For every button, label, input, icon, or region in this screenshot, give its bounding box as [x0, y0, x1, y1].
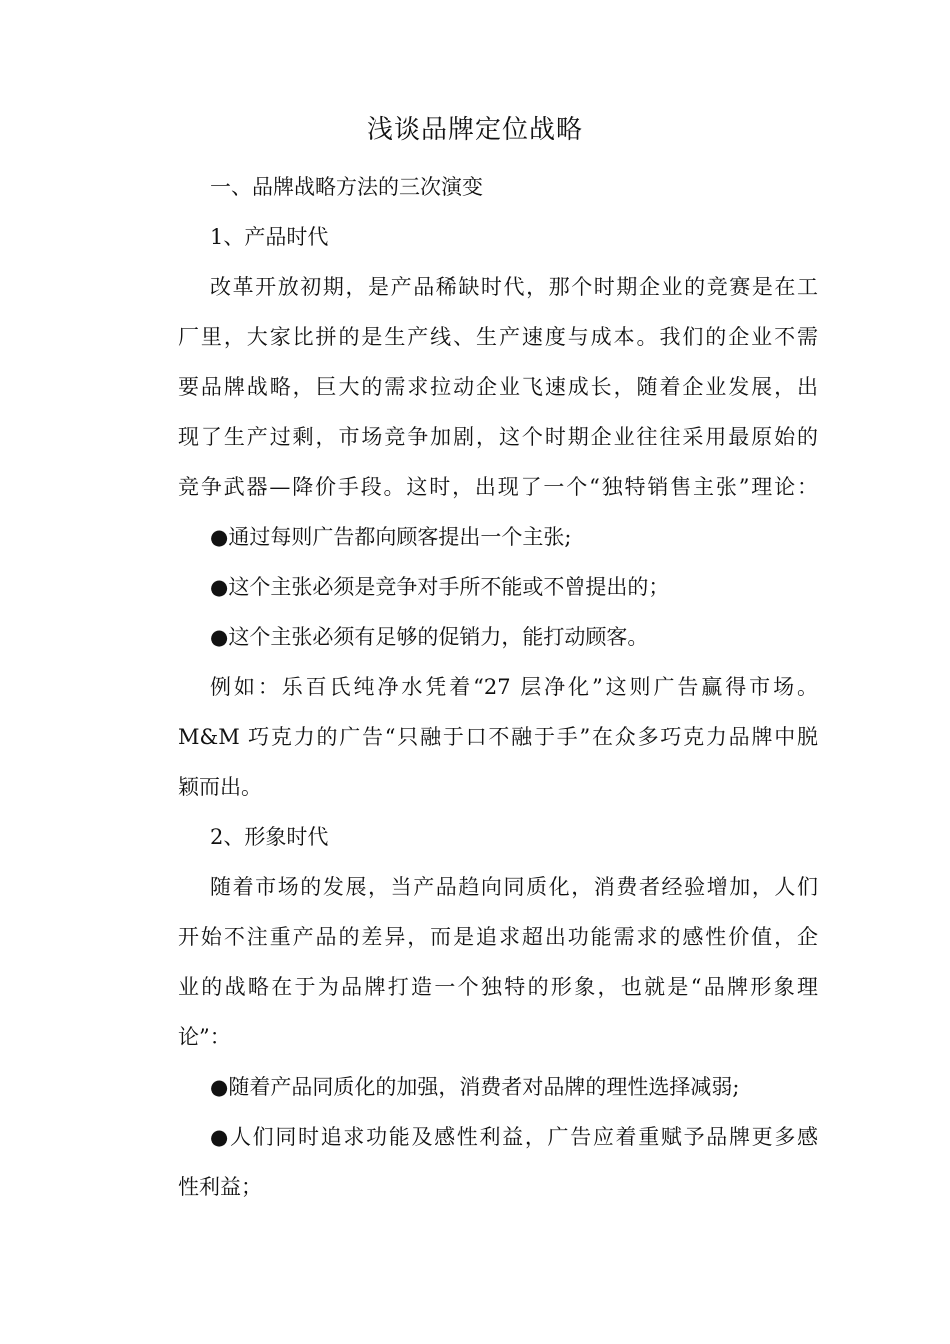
subsection-heading-product-era: 1、产品时代 — [210, 225, 329, 249]
paragraph-line: 开始不注重产品的差异，而是追求超出功能需求的感性价值，企 — [178, 925, 818, 949]
bullet-item: ●这个主张必须有足够的促销力，能打动顾客。 — [210, 625, 649, 649]
bullet-item: ●随着产品同质化的加强，消费者对品牌的理性选择减弱; — [210, 1075, 740, 1099]
subsection-heading-image-era: 2、形象时代 — [210, 825, 329, 849]
paragraph-line: 改革开放初期，是产品稀缺时代，那个时期企业的竞赛是在工 — [210, 275, 818, 299]
bullet-item: ●通过每则广告都向顾客提出一个主张; — [210, 525, 572, 549]
paragraph-line: 随着市场的发展，当产品趋向同质化，消费者经验增加，人们 — [210, 875, 818, 899]
section-heading: 一、品牌战略方法的三次演变 — [210, 175, 483, 199]
paragraph-line: 要品牌战略，巨大的需求拉动企业飞速成长，随着企业发展，出 — [178, 375, 818, 399]
example-line: 颖而出。 — [178, 775, 262, 799]
paragraph-line: 业的战略在于为品牌打造一个独特的形象，也就是“品牌形象理 — [178, 975, 818, 999]
document-title: 浅谈品牌定位战略 — [366, 115, 583, 145]
paragraph-line: 现了生产过剩，市场竞争加剧，这个时期企业往往采用最原始的 — [178, 425, 818, 449]
bullet-item: ●这个主张必须是竞争对手所不能或不曾提出的； — [210, 575, 670, 599]
paragraph-line: 厂里，大家比拼的是生产线、生产速度与成本。我们的企业不需 — [178, 325, 818, 349]
bullet-item-continuation: 性利益； — [178, 1175, 262, 1199]
bullet-item: ●人们同时追求功能及感性利益，广告应着重赋予品牌更多感 — [210, 1125, 818, 1149]
example-line: M&M 巧克力的广告“只融于口不融于手”在众多巧克力品牌中脱 — [178, 725, 818, 749]
paragraph-line: 论”： — [178, 1025, 231, 1049]
paragraph-line: 竞争武器—降价手段。这时，出现了一个“独特销售主张”理论： — [178, 475, 818, 499]
example-line: 例如：乐百氏纯净水凭着“27 层净化”这则广告赢得市场。 — [210, 675, 818, 699]
